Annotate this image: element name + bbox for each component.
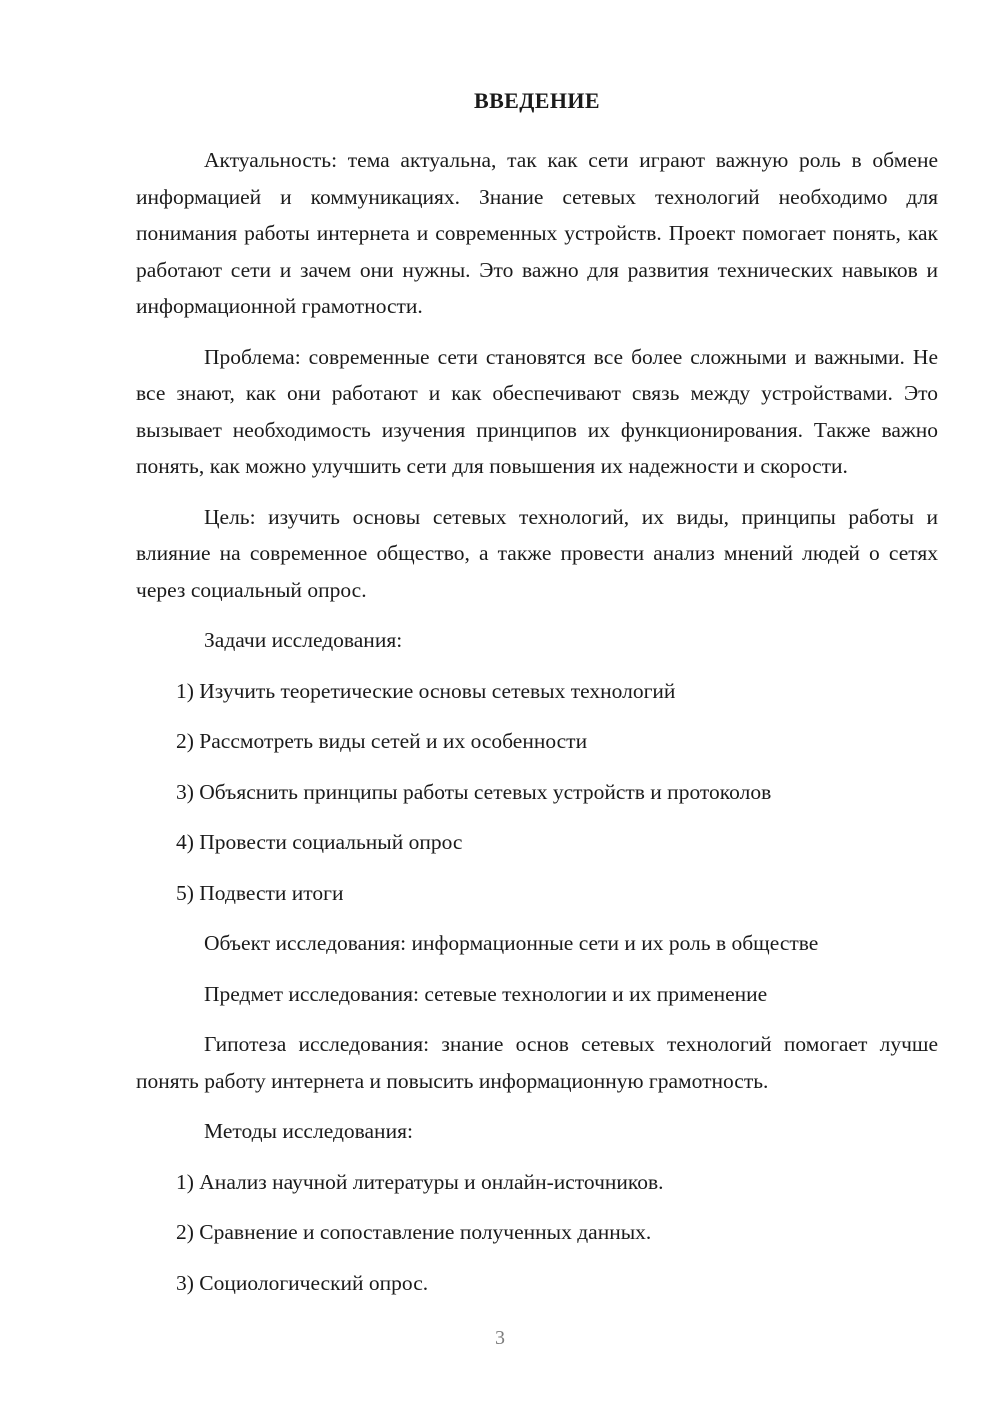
method-item-2: 2) Сравнение и сопоставление полученных данных. — [176, 1220, 652, 1245]
paragraph-relevance: Актуальность: тема актуальна, так как сети играют важную роль в обмене информацией и коммуникациях. Знание сетевых технологий необходимо для понимания работы интернета и современных устройств. Проект помогает понять, как работают сети и зачем они нужны. Это важно для развития технических навыков и информационной грамотности. — [136, 148, 938, 319]
paragraph-hypothesis: Гипотеза исследования: знание основ сетевых технологий помогает лучше понять работу интернета и повысить информационную грамотность. — [136, 1032, 938, 1093]
page-number: 3 — [495, 1327, 505, 1349]
method-item-1: 1) Анализ научной литературы и онлайн-источников. — [176, 1169, 664, 1194]
task-item-5: 5) Подвести итоги — [176, 880, 344, 905]
method-item-3: 3) Социологический опрос. — [176, 1270, 429, 1295]
paragraph-subject: Предмет исследования: сетевые технологии и их применение — [204, 981, 768, 1006]
paragraph-problem: Проблема: современные сети становятся все более сложными и важными. Не все знают, как они работают и как обеспечивают связь между устройствами. Это вызывает необходимость изучения принципов их функционирования. Также важно понять, как можно улучшить сети для повышения их надежности и скорости. — [136, 344, 938, 479]
paragraph-object: Объект исследования: информационные сети и их роль в обществе — [204, 931, 819, 956]
page-title: ВВЕДЕНИЕ — [474, 88, 600, 113]
page-content — [136, 88, 938, 1315]
task-item-3: 3) Объяснить принципы работы сетевых устройств и протоколов — [176, 779, 772, 804]
methods-heading: Методы исследования: — [204, 1119, 413, 1144]
task-item-4: 4) Провести социальный опрос — [176, 830, 463, 855]
task-item-1: 1) Изучить теоретические основы сетевых технологий — [176, 678, 676, 703]
paragraph-goal: Цель: изучить основы сетевых технологий, их виды, принципы работы и влияние на современное общество, а также провести анализ мнений людей о сетях через социальный опрос. — [136, 504, 938, 602]
tasks-heading: Задачи исследования: — [204, 628, 403, 653]
task-item-2: 2) Рассмотреть виды сетей и их особенности — [176, 729, 588, 754]
